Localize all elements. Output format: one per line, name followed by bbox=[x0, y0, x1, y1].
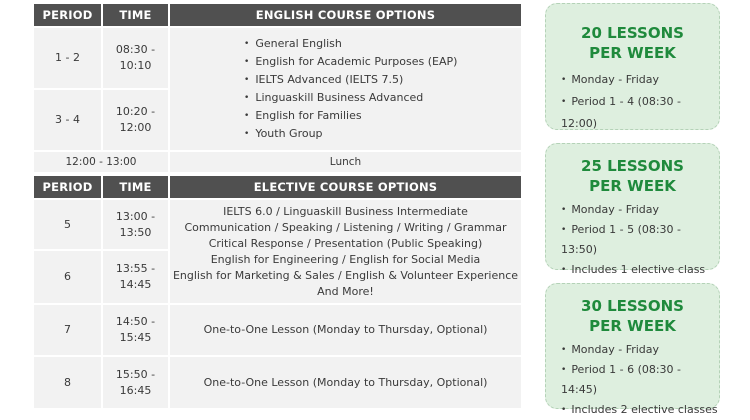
card-title bbox=[546, 296, 719, 336]
time-cell bbox=[102, 89, 169, 151]
time-cell bbox=[102, 304, 169, 356]
time-end: 14:45 bbox=[119, 278, 152, 291]
time-start: 14:50 - bbox=[115, 315, 156, 328]
card-title-line1: 20 LESSONS bbox=[581, 24, 684, 42]
card-item: • Period 1 - 4 (08:30 - 12:00) bbox=[561, 91, 719, 134]
course-item: • English for Families bbox=[244, 107, 457, 125]
course-item: • Youth Group bbox=[244, 125, 457, 143]
time-cell bbox=[102, 199, 169, 250]
time-end: 16:45 bbox=[119, 383, 152, 397]
time-start: 08:30 - bbox=[115, 43, 156, 56]
card-title bbox=[546, 23, 719, 63]
time-cell bbox=[102, 356, 169, 409]
time-cell bbox=[102, 250, 169, 304]
card-item: • Period 1 - 5 (08:30 - 13:50) bbox=[561, 220, 719, 260]
card-20-lessons bbox=[545, 3, 720, 130]
english-course-list bbox=[169, 27, 522, 151]
card-item: • Includes 2 elective classes bbox=[561, 400, 719, 420]
card-item: • Monday - Friday bbox=[561, 200, 719, 220]
card-item: • Period 1 - 6 (08:30 - 14:45) bbox=[561, 360, 719, 400]
card-item: • Monday - Friday bbox=[561, 69, 719, 91]
card-title-line2: PER WEEK bbox=[589, 317, 676, 335]
one-to-one-lesson: One-to-One Lesson (Monday to Thursday, Optional) bbox=[169, 356, 522, 409]
header-english-course-options: ENGLISH COURSE OPTIONS bbox=[169, 3, 522, 27]
time-start: 15:50 - bbox=[115, 367, 156, 381]
period-cell: 3 - 4 bbox=[33, 89, 102, 151]
time-end: 12:00 bbox=[119, 121, 152, 134]
lunch-time: 12:00 - 13:00 bbox=[33, 151, 169, 173]
card-item: • Includes 1 elective class bbox=[561, 260, 719, 280]
header-time: TIME bbox=[102, 175, 169, 199]
elective-item: IELTS 6.0 / Linguaskill Business Intermediate bbox=[223, 204, 468, 218]
time-start: 13:00 - bbox=[115, 209, 156, 223]
elective-course-list bbox=[169, 199, 522, 304]
period-cell: 7 bbox=[33, 304, 102, 356]
card-title-line2: PER WEEK bbox=[589, 177, 676, 195]
time-end: 10:10 bbox=[119, 59, 152, 72]
course-item: • English for Academic Purposes (EAP) bbox=[244, 53, 457, 71]
card-title bbox=[546, 156, 719, 196]
header-elective-course-options: ELECTIVE COURSE OPTIONS bbox=[169, 175, 522, 199]
period-cell: 6 bbox=[33, 250, 102, 304]
course-item: • General English bbox=[244, 35, 457, 53]
course-item: • Linguaskill Business Advanced bbox=[244, 89, 457, 107]
header-period: PERIOD bbox=[33, 3, 102, 27]
card-30-lessons bbox=[545, 283, 720, 416]
time-start: 10:20 - bbox=[115, 105, 156, 118]
card-25-lessons bbox=[545, 143, 720, 276]
card-title-line1: 30 LESSONS bbox=[581, 297, 684, 315]
lunch-label: Lunch bbox=[169, 151, 522, 173]
course-item: • IELTS Advanced (IELTS 7.5) bbox=[244, 71, 457, 89]
one-to-one-lesson: One-to-One Lesson (Monday to Thursday, Optional) bbox=[169, 304, 522, 356]
period-cell: 1 - 2 bbox=[33, 27, 102, 89]
elective-item: And More! bbox=[317, 284, 374, 298]
period-cell: 8 bbox=[33, 356, 102, 409]
elective-item: Communication / Speaking / Listening / Writing / Grammar bbox=[184, 220, 507, 234]
card-title-line1: 25 LESSONS bbox=[581, 157, 684, 175]
header-period: PERIOD bbox=[33, 175, 102, 199]
card-item: • Monday - Friday bbox=[561, 340, 719, 360]
time-end: 15:45 bbox=[119, 331, 152, 344]
time-cell bbox=[102, 27, 169, 89]
elective-item: English for Marketing & Sales / English & Volunteer Experience bbox=[172, 268, 519, 282]
time-end: 13:50 bbox=[119, 225, 152, 239]
period-cell: 5 bbox=[33, 199, 102, 250]
elective-item: English for Engineering / English for Social Media bbox=[210, 252, 481, 266]
card-title-line2: PER WEEK bbox=[589, 44, 676, 62]
elective-item: Critical Response / Presentation (Public Speaking) bbox=[208, 236, 483, 250]
header-time: TIME bbox=[102, 3, 169, 27]
time-start: 13:55 - bbox=[115, 262, 156, 275]
